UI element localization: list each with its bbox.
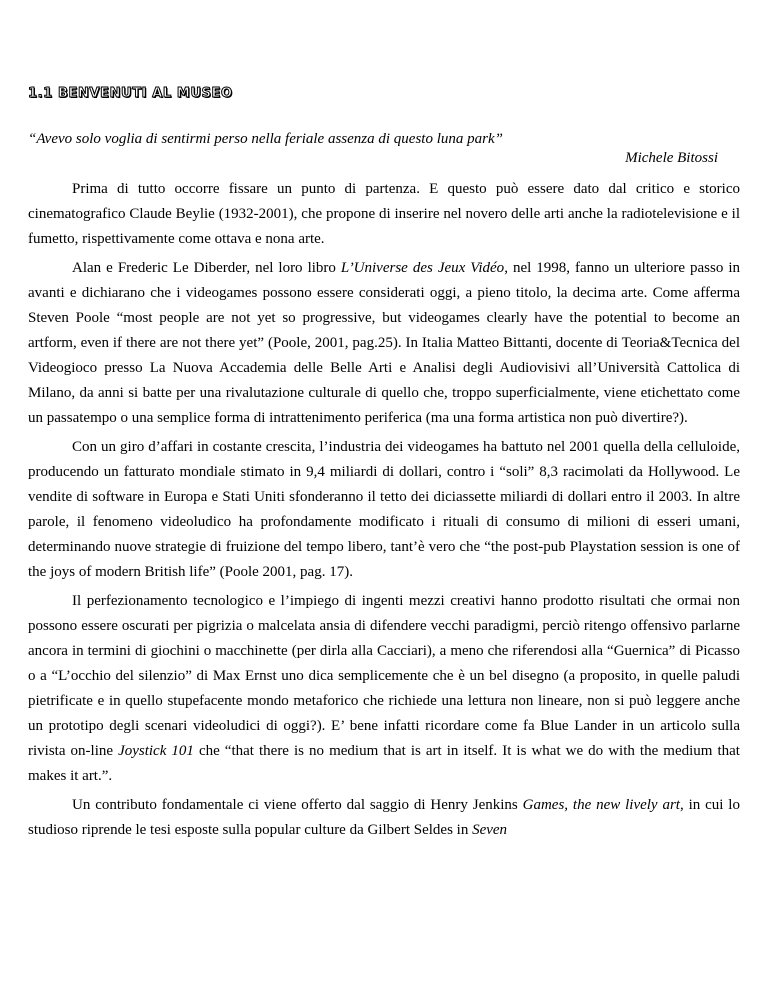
paragraph: Prima di tutto occorre fissare un punto di partenza. E questo può essere dato dal critico e storico cinematografico Claude Beylie (1932-2001), che propone di inserire nel novero delle arti anche la radiotelevisione e il fumetto, rispettivamente come ottava e nona arte.: [28, 181, 740, 247]
epigraph: [28, 130, 740, 168]
paragraph: Un contributo fondamentale ci viene offerto dal saggio di Henry Jenkins Games, the new lively art, in cui lo studioso riprende le tesi esposte sulla popular culture da Gilbert Seldes in Seven: [28, 797, 740, 838]
paragraph: Alan e Frederic Le Diberder, nel loro libro L’Universe des Jeux Vidéo, nel 1998, fanno un ulteriore passo in avanti e dichiarano che i videogames possono essere considerati oggi, a pieno titolo, la decima arte. Come afferma Steven Poole “most people are not yet so progressive, but videogames clearly have the potential to become an artform, even if there are not there yet” (Poole, 2001, pag.25). In Italia Matteo Bittanti, docente di Teoria&Tecnica del Videogioco presso La Nuova Accademia delle Belle Arti e Analisi degli Audiovisivi all’Università Cattolica di Milano, da anni si batte per una rivalutazione culturale di quello che, troppo superficialmente, viene etichettato come un passatempo o una semplice forma di intrattenimento periferica (ma una forma artistica non può divertire?).: [28, 260, 740, 426]
essay-title: Games, the new lively art: [522, 797, 680, 813]
body-text: [28, 177, 740, 847]
paragraph: Con un giro d’affari in costante crescita, l’industria dei videogames ha battuto nel 2001 quella della celluloide, producendo un fatturato mondiale stimato in 9,4 miliardi di dollari, contro i “soli” 8,3 racimolati da Hollywood. Le vendite di software in Europa e Stati Uniti sfonderanno il tetto dei diciassette miliardi di dollari entro il 2003. In altre parole, il fenomeno videoludico ha profondamente modificato i rituali di consumo di milioni di esseri umani, determinando nuove strategie di fruizione del tempo libero, tant’è vero che “the post-pub Playstation session is one of the joys of modern British life” (Poole 2001, pag. 17).: [28, 439, 740, 580]
magazine-title: Joystick 101: [118, 743, 194, 759]
section-heading: 1.1 BENVENUTI AL MUSEO: [28, 86, 233, 101]
epigraph-author: Michele Bitossi: [625, 150, 718, 166]
book-title: L’Universe des Jeux Vidéo: [340, 260, 505, 276]
book-title: Seven: [472, 822, 508, 838]
epigraph-quote: “Avevo solo voglia di sentirmi perso nella feriale assenza di questo luna park”: [28, 131, 503, 147]
paragraph: Il perfezionamento tecnologico e l’impiego di ingenti mezzi creativi hanno prodotto risultati che ormai non possono essere oscurati per pigrizia o malcelata ansia di difendere vecchi paradigmi, perciò ritengo offensivo parlarne ancora in termini di giochini o macchinette (per dirla alla Cacciari), a meno che riferendosi alla “Guernica” di Picasso o a “L’occhio del silenzio” di Max Ernst uno dica semplicemente che è un bel disegno (a proposito, in quelle paludi pietrificate e in quello stupefacente mondo metaforico che richiede una lettura non lineare, non si può leggere anche un prototipo degli scenari videoludici di oggi?). E’ bene infatti ricordare come fa Blue Lander in un articolo sulla rivista on-line Joystick 101 che “that there is no medium that is art in itself. It is what we do with the medium that makes it art.”.: [28, 593, 740, 784]
